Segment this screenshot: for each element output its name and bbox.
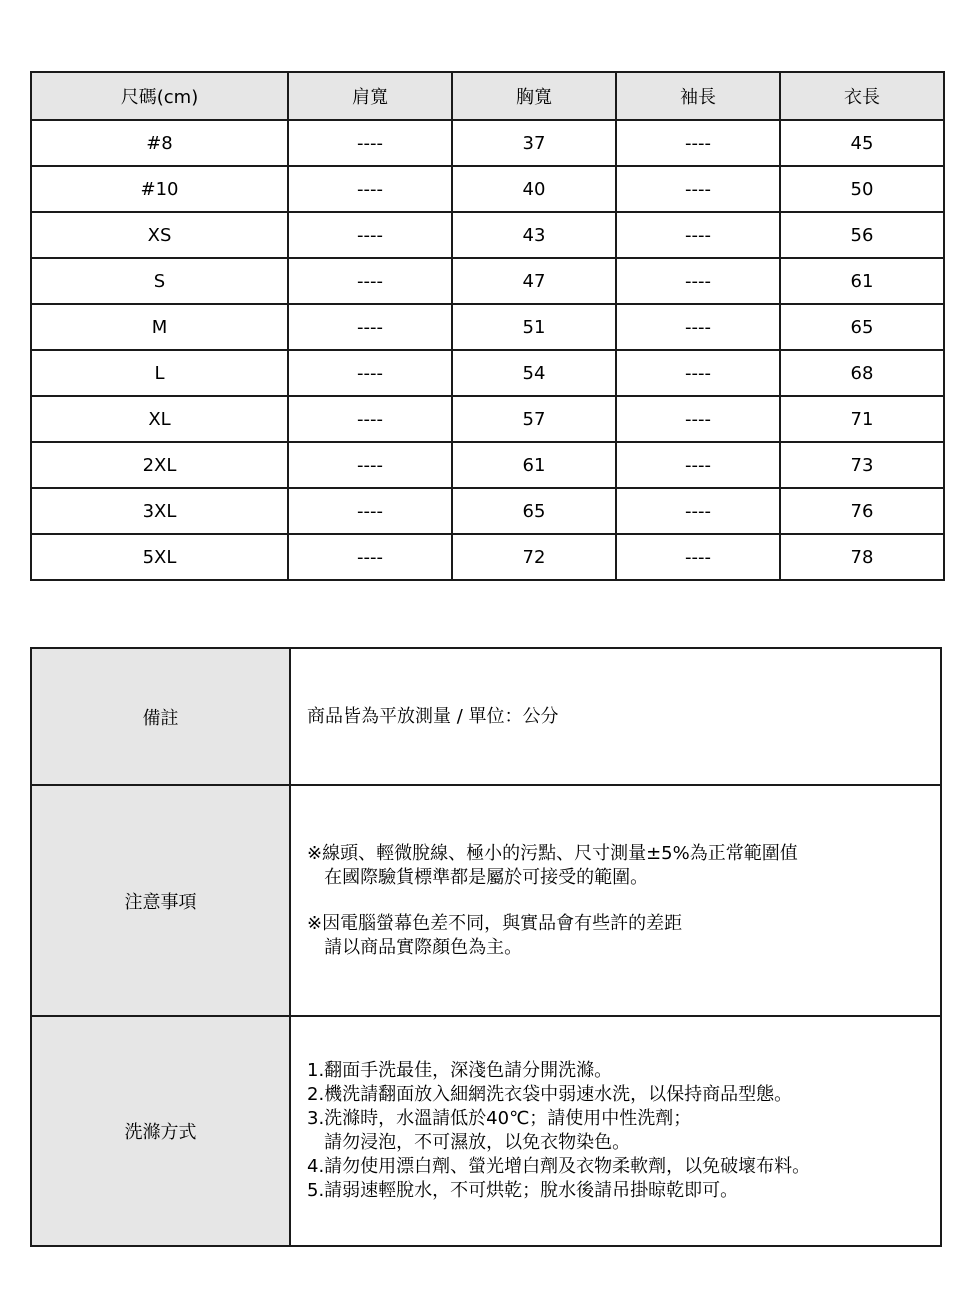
caution-content [290,785,941,1016]
cell-length: 45 [780,120,944,166]
cell-length: 71 [780,396,944,442]
cell-chest: 54 [452,350,616,396]
cell-shoulder: ---- [288,304,452,350]
cell-sleeve: ---- [616,120,780,166]
cell-size: #8 [31,120,288,166]
cell-size: XS [31,212,288,258]
cell-chest: 61 [452,442,616,488]
cell-chest: 57 [452,396,616,442]
notes-table [30,647,942,1247]
cell-length: 76 [780,488,944,534]
size-row [31,488,944,534]
size-row [31,120,944,166]
size-chart-body [31,120,944,580]
cell-size: #10 [31,166,288,212]
header-size: 尺碼(cm) [31,72,288,120]
cell-shoulder: ---- [288,212,452,258]
caution-row [31,785,941,1016]
cell-chest: 65 [452,488,616,534]
cell-size: XL [31,396,288,442]
cell-sleeve: ---- [616,304,780,350]
cell-shoulder: ---- [288,258,452,304]
cell-size: 2XL [31,442,288,488]
header-sleeve: 袖長 [616,72,780,120]
size-row [31,166,944,212]
cell-length: 68 [780,350,944,396]
cell-size: S [31,258,288,304]
size-row [31,396,944,442]
size-row [31,304,944,350]
remark-label: 備註 [31,648,290,785]
cell-sleeve: ---- [616,442,780,488]
caution-label: 注意事項 [31,785,290,1016]
cell-shoulder: ---- [288,166,452,212]
caution-paragraph: ※線頭、輕微脫線、極小的污點、尺寸測量±5%為正常範圍值 在國際驗貨標準都是屬於可接受的範圍。 [307,842,798,888]
cell-length: 73 [780,442,944,488]
cell-sleeve: ---- [616,350,780,396]
cell-sleeve: ---- [616,396,780,442]
cell-length: 50 [780,166,944,212]
cell-shoulder: ---- [288,442,452,488]
wash-content [290,1016,941,1246]
wash-row [31,1016,941,1246]
wash-instruction: 3.洗滌時，水溫請低於40℃；請使用中性洗劑； [307,1108,692,1129]
cell-chest: 72 [452,534,616,580]
wash-instruction: 5.請弱速輕脫水，不可烘乾；脫水後請吊掛晾乾即可。 [307,1180,739,1201]
remark-text: 商品皆為平放測量 / 單位：公分 [290,648,941,785]
cell-length: 78 [780,534,944,580]
cell-chest: 43 [452,212,616,258]
size-row [31,258,944,304]
cell-length: 61 [780,258,944,304]
cell-size: M [31,304,288,350]
cell-shoulder: ---- [288,488,452,534]
size-row [31,534,944,580]
cell-shoulder: ---- [288,120,452,166]
size-row [31,350,944,396]
cell-sleeve: ---- [616,212,780,258]
cell-length: 65 [780,304,944,350]
cell-size: L [31,350,288,396]
wash-label: 洗滌方式 [31,1016,290,1246]
caution-paragraph: ※因電腦螢幕色差不同，與實品會有些許的差距 請以商品實際顏色為主。 [307,912,683,958]
size-row [31,212,944,258]
wash-instruction: 請勿浸泡，不可濕放，以免衣物染色。 [307,1132,631,1153]
size-row [31,442,944,488]
cell-sleeve: ---- [616,488,780,534]
header-shoulder: 肩寬 [288,72,452,120]
cell-chest: 51 [452,304,616,350]
size-chart-table [30,71,945,581]
wash-instruction: 4.請勿使用漂白劑、螢光增白劑及衣物柔軟劑，以免破壞布料。 [307,1156,811,1177]
cell-chest: 47 [452,258,616,304]
cell-chest: 37 [452,120,616,166]
size-chart-header-row [31,72,944,120]
cell-length: 56 [780,212,944,258]
cell-shoulder: ---- [288,350,452,396]
cell-sleeve: ---- [616,258,780,304]
cell-size: 5XL [31,534,288,580]
cell-sleeve: ---- [616,166,780,212]
header-chest: 胸寬 [452,72,616,120]
cell-sleeve: ---- [616,534,780,580]
cell-size: 3XL [31,488,288,534]
remark-row [31,648,941,785]
header-length: 衣長 [780,72,944,120]
cell-shoulder: ---- [288,534,452,580]
wash-instruction: 1.翻面手洗最佳，深淺色請分開洗滌。 [307,1060,613,1081]
cell-shoulder: ---- [288,396,452,442]
wash-instruction: 2.機洗請翻面放入細網洗衣袋中弱速水洗，以保持商品型態。 [307,1084,793,1105]
cell-chest: 40 [452,166,616,212]
